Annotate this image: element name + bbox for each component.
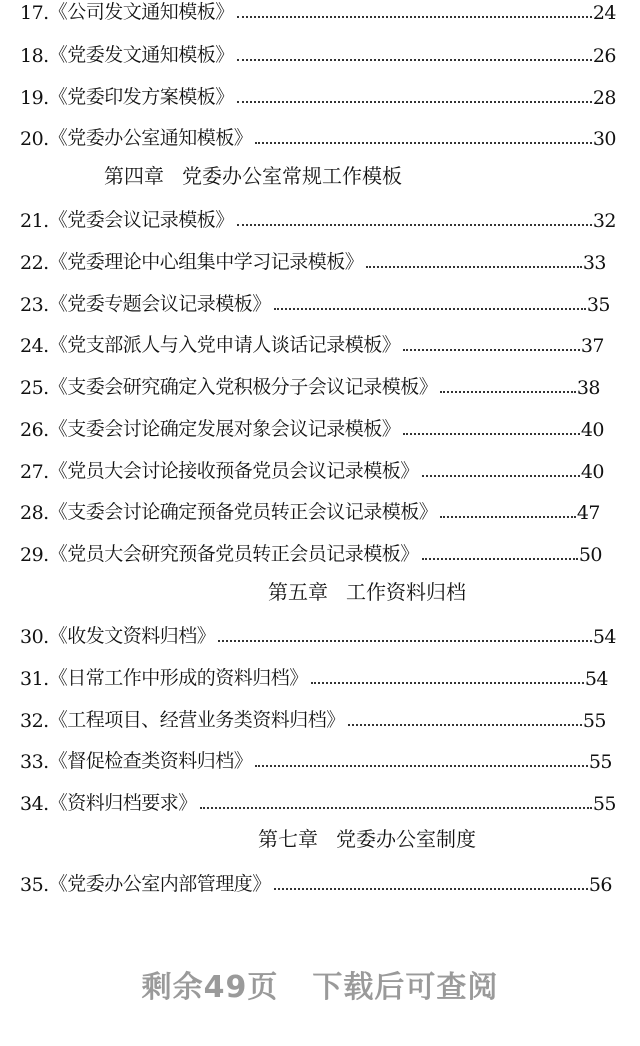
entry-number: 30. <box>20 626 49 648</box>
chapter-title: 党委办公室常规工作模板 <box>182 164 402 188</box>
toc-entry <box>20 743 612 773</box>
toc-entry <box>20 327 604 357</box>
entry-title: 《工程项目、经营业务类资料归档》 <box>48 709 345 731</box>
entry-page: 54 <box>584 668 608 690</box>
entry-page: 38 <box>576 377 600 399</box>
toc-entry <box>20 79 616 109</box>
entry-title: 《党委专题会议记录模板》 <box>48 293 271 315</box>
entry-number: 24. <box>20 335 49 357</box>
dot-leader <box>237 59 592 61</box>
entry-number: 35. <box>20 874 49 896</box>
toc-entry <box>20 660 608 690</box>
entry-number: 26. <box>20 419 49 441</box>
entry-title: 《党员大会讨论接收预备党员会议记录模板》 <box>48 460 419 482</box>
dot-leader <box>403 433 580 435</box>
entry-page: 50 <box>578 544 602 566</box>
toc-entry <box>20 785 616 815</box>
entry-title: 《党委会议记录模板》 <box>48 209 234 231</box>
entry-number: 33. <box>20 751 49 773</box>
entry-number: 22. <box>20 252 49 274</box>
entry-page: 26 <box>592 45 616 67</box>
entry-title: 《支委会讨论确定发展对象会议记录模板》 <box>48 418 401 440</box>
toc-entry <box>20 0 616 24</box>
toc-entry <box>20 702 606 732</box>
toc-entry <box>20 536 602 566</box>
chapter-heading <box>0 823 640 852</box>
entry-page: 28 <box>592 87 616 109</box>
chapter-heading <box>0 160 640 189</box>
entry-title: 《党委办公室内部管理度》 <box>48 873 271 895</box>
dot-leader <box>311 682 584 684</box>
chapter-label: 第五章 <box>268 580 328 604</box>
entry-number: 25. <box>20 377 49 399</box>
dot-leader <box>237 101 592 103</box>
toc-entry <box>20 411 604 441</box>
entry-page: 55 <box>588 751 612 773</box>
dot-leader <box>422 558 578 560</box>
dot-leader <box>218 640 592 642</box>
download-prompt[interactable] <box>0 962 640 1006</box>
dot-leader <box>440 391 576 393</box>
entry-page: 33 <box>582 252 606 274</box>
dot-leader <box>274 308 586 310</box>
toc-entry <box>20 369 600 399</box>
entry-title: 《公司发文通知模板》 <box>48 1 234 23</box>
toc-entry <box>20 202 616 232</box>
entry-page: 56 <box>588 874 612 896</box>
chapter-label: 第四章 <box>104 164 164 188</box>
entry-number: 32. <box>20 710 49 732</box>
entry-title: 《资料归档要求》 <box>48 792 197 814</box>
entry-title: 《日常工作中形成的资料归档》 <box>48 667 308 689</box>
toc-entry <box>20 618 616 648</box>
entry-number: 27. <box>20 461 49 483</box>
entry-page: 54 <box>592 626 616 648</box>
entry-page: 37 <box>580 335 604 357</box>
entry-title: 《支委会研究确定入党积极分子会议记录模板》 <box>48 376 438 398</box>
dot-leader <box>255 142 592 144</box>
entry-number: 29. <box>20 544 49 566</box>
download-to-view-label[interactable]: 下载后可查阅 <box>312 970 499 1005</box>
chapter-title: 工作资料归档 <box>346 580 466 604</box>
entry-title: 《党委发文通知模板》 <box>48 44 234 66</box>
entry-title: 《收发文资料归档》 <box>48 625 216 647</box>
remaining-pages-label: 剩余49页 <box>141 970 279 1005</box>
toc-entry <box>20 244 606 274</box>
chapter-heading <box>0 576 640 605</box>
entry-title: 《支委会讨论确定预备党员转正会议记录模板》 <box>48 501 438 523</box>
chapter-title: 党委办公室制度 <box>336 827 476 851</box>
entry-number: 21. <box>20 210 49 232</box>
dot-leader <box>255 765 588 767</box>
entry-number: 34. <box>20 793 49 815</box>
entry-page: 55 <box>592 793 616 815</box>
entry-title: 《党支部派人与入党申请人谈话记录模板》 <box>48 334 401 356</box>
entry-page: 40 <box>580 419 604 441</box>
entry-title: 《党委印发方案模板》 <box>48 86 234 108</box>
entry-page: 47 <box>576 502 600 524</box>
entry-number: 19. <box>20 87 49 109</box>
entry-number: 23. <box>20 294 49 316</box>
chapter-label: 第七章 <box>258 827 318 851</box>
toc-entry <box>20 866 612 896</box>
entry-number: 17. <box>20 2 49 24</box>
dot-leader <box>403 349 580 351</box>
toc-entry <box>20 37 616 67</box>
entry-page: 32 <box>592 210 616 232</box>
entry-page: 30 <box>592 128 616 150</box>
dot-leader <box>440 516 576 518</box>
entry-number: 31. <box>20 668 49 690</box>
dot-leader <box>237 16 592 18</box>
toc-entry <box>20 494 600 524</box>
entry-page: 24 <box>592 2 616 24</box>
entry-page: 35 <box>586 294 610 316</box>
toc-entry <box>20 286 610 316</box>
entry-title: 《党委办公室通知模板》 <box>48 127 253 149</box>
dot-leader <box>200 807 592 809</box>
toc-entry <box>20 120 616 150</box>
dot-leader <box>422 475 580 477</box>
entry-number: 18. <box>20 45 49 67</box>
entry-page: 55 <box>582 710 606 732</box>
entry-page: 40 <box>580 461 604 483</box>
dot-leader <box>274 888 588 890</box>
entry-number: 20. <box>20 128 49 150</box>
entry-title: 《督促检查类资料归档》 <box>48 750 253 772</box>
entry-title: 《党委理论中心组集中学习记录模板》 <box>48 251 364 273</box>
dot-leader <box>366 266 582 268</box>
entry-title: 《党员大会研究预备党员转正会员记录模板》 <box>48 543 419 565</box>
toc-entry <box>20 453 604 483</box>
dot-leader <box>348 724 582 726</box>
dot-leader <box>237 224 592 226</box>
entry-number: 28. <box>20 502 49 524</box>
